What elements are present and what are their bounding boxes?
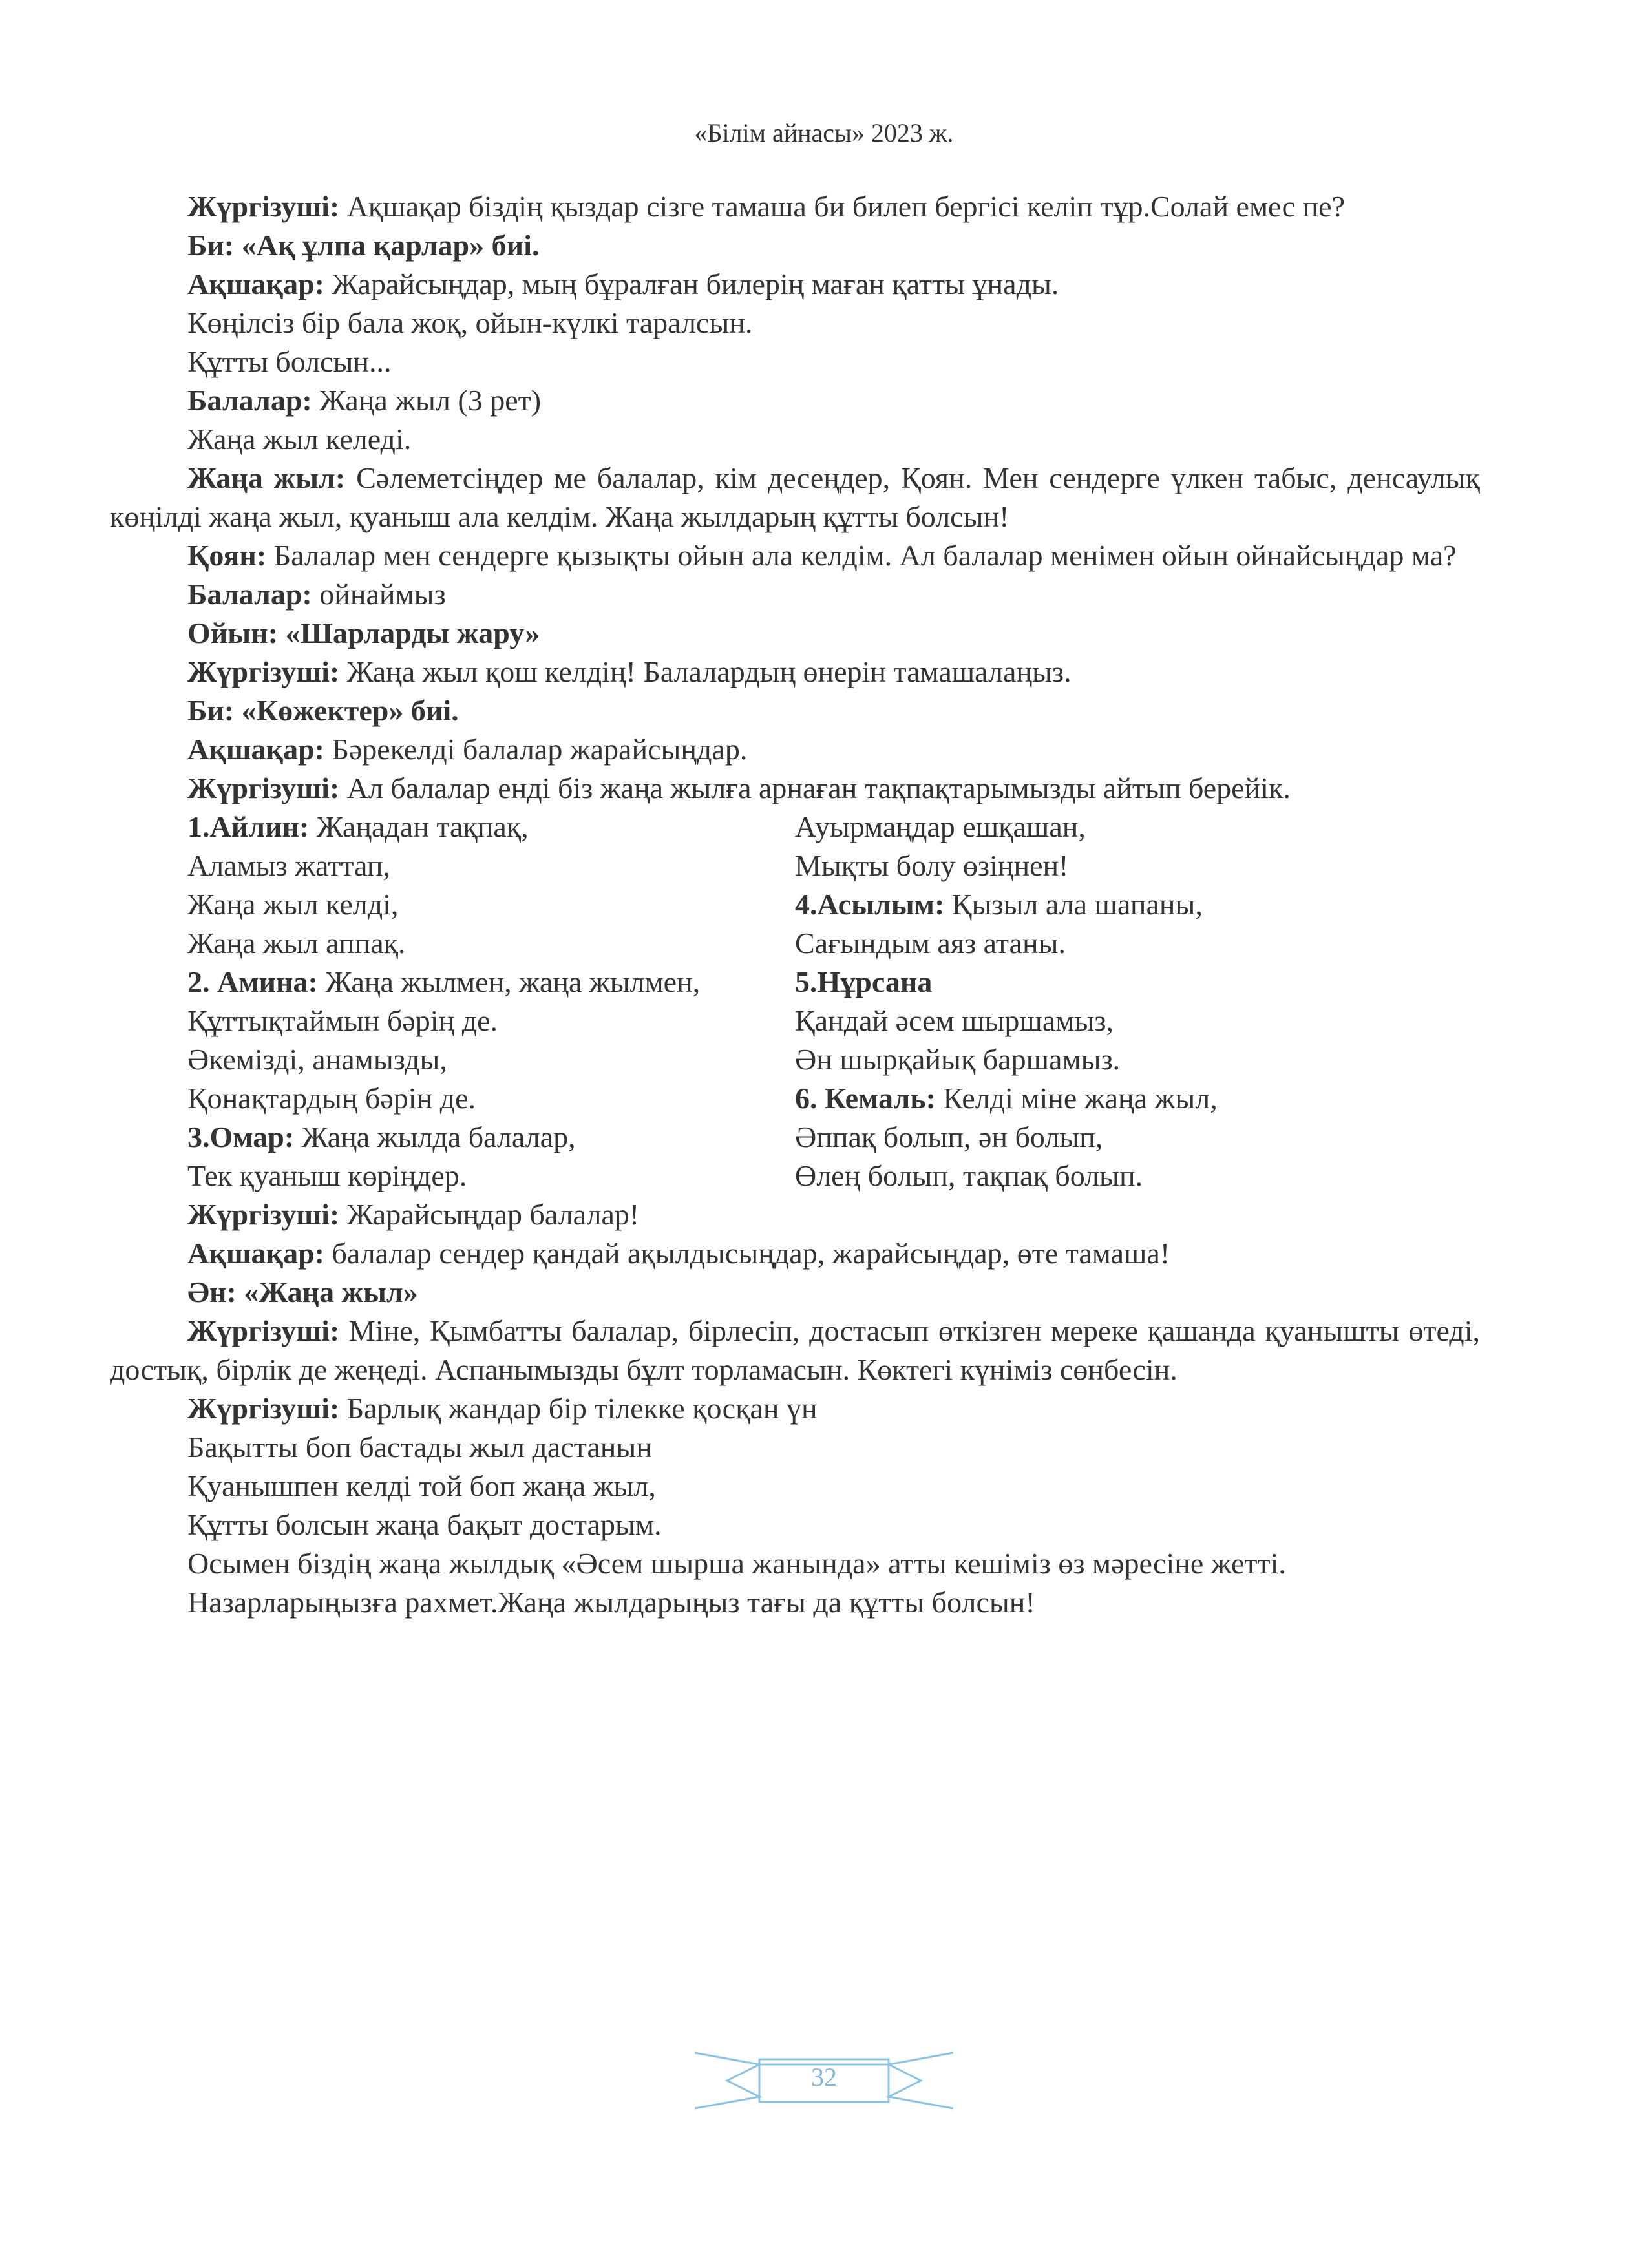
poem-text: Сағындым аяз атаны. bbox=[795, 927, 1066, 960]
script-line bbox=[110, 342, 1480, 381]
script-line bbox=[110, 381, 1480, 420]
poem-text: Қызыл ала шапаны, bbox=[944, 888, 1203, 921]
speaker-label: Жүргізуші: bbox=[187, 1314, 340, 1347]
script-line bbox=[110, 265, 1480, 304]
line-text: Бәрекелді балалар жарайсыңдар. bbox=[324, 733, 748, 766]
poem-text: Ән шырқайық баршамыз. bbox=[795, 1043, 1121, 1076]
line-text: Қуанышпен келді той боп жаңа жыл, bbox=[187, 1469, 656, 1502]
script-section-intro bbox=[110, 187, 1480, 808]
script-line bbox=[110, 1506, 1480, 1544]
reciter-label: 3.Омар: bbox=[187, 1120, 295, 1153]
script-line bbox=[110, 769, 1480, 808]
speaker-label: Ойын: «Шарларды жару» bbox=[187, 616, 540, 649]
page-footer bbox=[688, 2045, 960, 2116]
line-text: Көңілсіз бір бала жоқ, ойын-күлкі таралсын. bbox=[187, 306, 753, 339]
script-line bbox=[110, 691, 1480, 730]
reciter-label: 4.Асылым: bbox=[795, 888, 945, 921]
reciter-label: 6. Кемаль: bbox=[795, 1082, 936, 1115]
poem-line bbox=[795, 885, 1480, 924]
line-text: Ал балалар енді біз жаңа жылға арнаған тақпақтарымызды айтып берейік. bbox=[339, 772, 1291, 804]
poem-line bbox=[187, 885, 795, 924]
poem-line bbox=[795, 846, 1480, 885]
speaker-label: Қоян: bbox=[187, 539, 267, 572]
line-text: Барлық жандар бір тілекке қосқан үн bbox=[339, 1392, 818, 1425]
poem-line bbox=[795, 924, 1480, 963]
script-line bbox=[110, 1428, 1480, 1467]
line-text: ойнаймыз bbox=[312, 578, 446, 611]
script-line bbox=[110, 459, 1480, 536]
reciter-label: 5.Нұрсана bbox=[795, 965, 933, 998]
poem-line bbox=[795, 1002, 1480, 1040]
poem-text: Жаңа жыл аппақ. bbox=[187, 927, 406, 960]
script-line bbox=[110, 1583, 1480, 1622]
line-text: Жарайсыңдар балалар! bbox=[339, 1198, 640, 1231]
document-body bbox=[110, 187, 1480, 1622]
poem-line bbox=[187, 1002, 795, 1040]
page-number: 32 bbox=[811, 2063, 837, 2092]
poem-line bbox=[187, 1079, 795, 1118]
poem-line bbox=[795, 808, 1480, 846]
poem-line bbox=[187, 924, 795, 963]
poem-line bbox=[187, 846, 795, 885]
script-line bbox=[110, 1312, 1480, 1389]
script-line bbox=[110, 1195, 1480, 1234]
poem-text: Әппақ болып, ән болып, bbox=[795, 1120, 1103, 1153]
poem-text: Мықты болу өзіңнен! bbox=[795, 849, 1069, 882]
line-text: Міне, Қымбатты балалар, бірлесіп, достасып өткізген мереке қашанда қуанышты өтеді, достық, бірлік де жеңеді. Аспанымызды бұлт торламасын. Көктегі күніміз сөнбесін. bbox=[110, 1314, 1480, 1386]
poem-text: Әкемізді, анамызды, bbox=[187, 1043, 447, 1076]
script-line bbox=[110, 1544, 1480, 1583]
line-text: Сәлеметсіңдер ме балалар, кім десеңдер, Қоян. Мен сендерге үлкен табыс, денсаулық көңілді жаңа жыл, қуаныш ала келдім. Жаңа жылдарың құтты болсын! bbox=[110, 461, 1480, 533]
poem-line bbox=[795, 963, 1480, 1002]
reciter-label: 1.Айлин: bbox=[187, 810, 310, 843]
line-text: Балалар мен сендерге қызықты ойын ала келдім. Ал балалар менімен ойын ойнайсыңдар ма? bbox=[266, 539, 1457, 572]
script-line bbox=[110, 1389, 1480, 1428]
poem-text: Жаңа жыл келді, bbox=[187, 888, 399, 921]
poem-text: Қандай әсем шыршамыз, bbox=[795, 1004, 1114, 1037]
poem-line bbox=[187, 1118, 795, 1157]
script-line bbox=[110, 187, 1480, 226]
line-text: Жаңа жыл келеді. bbox=[187, 423, 412, 456]
poem-text: Келді міне жаңа жыл, bbox=[935, 1082, 1218, 1115]
poem-right-column bbox=[795, 808, 1480, 1195]
line-text: Ақшақар біздің қыздар сізге тамаша би билеп бергісі келіп тұр.Солай емес пе? bbox=[339, 190, 1345, 223]
line-text: Бақытты боп бастады жыл дастанын bbox=[187, 1431, 652, 1464]
poem-text: Қонақтардың бәрін де. bbox=[187, 1082, 476, 1115]
speaker-label: Балалар: bbox=[187, 578, 312, 611]
script-line bbox=[110, 614, 1480, 653]
script-line bbox=[110, 653, 1480, 691]
line-text: Құтты болсын жаңа бақыт достарым. bbox=[187, 1508, 662, 1541]
poem-line bbox=[187, 963, 795, 1002]
poem-text: Құттықтаймын бәрің де. bbox=[187, 1004, 498, 1037]
script-line bbox=[110, 1234, 1480, 1273]
poem-line bbox=[795, 1118, 1480, 1157]
speaker-label: Би: «Ақ ұлпа қарлар» биі. bbox=[187, 229, 540, 262]
line-text: Құтты болсын... bbox=[187, 345, 392, 378]
line-text: Жаңа жыл қош келдің! Балалардың өнерін тамашалаңыз. bbox=[339, 655, 1072, 688]
speaker-label: Жаңа жыл: bbox=[187, 461, 346, 494]
poem-line bbox=[795, 1040, 1480, 1079]
speaker-label: Балалар: bbox=[187, 384, 312, 417]
poem-text: Өлең болып, тақпақ болып. bbox=[795, 1159, 1143, 1192]
script-line bbox=[110, 304, 1480, 342]
poem-line bbox=[187, 808, 795, 846]
speaker-label: Жүргізуші: bbox=[187, 1392, 340, 1425]
speaker-label: Би: «Көжектер» биі. bbox=[187, 694, 459, 727]
speaker-label: Ақшақар: bbox=[187, 268, 324, 300]
line-text: Жарайсыңдар, мың бұралған билерің маған қатты ұнады. bbox=[324, 268, 1059, 300]
reciter-label: 2. Амина: bbox=[187, 965, 318, 998]
line-text: Жаңа жыл (3 рет) bbox=[312, 384, 542, 417]
speaker-label: Жүргізуші: bbox=[187, 772, 340, 804]
script-line bbox=[110, 1467, 1480, 1506]
poem-text: Жаңадан тақпақ, bbox=[309, 810, 529, 843]
speaker-label: Ақшақар: bbox=[187, 1237, 324, 1270]
poem-line bbox=[187, 1040, 795, 1079]
speaker-label: Жүргізуші: bbox=[187, 190, 340, 223]
script-section-closing bbox=[110, 1195, 1480, 1622]
poem-text: Жаңа жылда балалар, bbox=[294, 1120, 576, 1153]
line-text: Назарларыңызға рахмет.Жаңа жылдарыңыз тағы да құтты болсын! bbox=[187, 1586, 1035, 1619]
speaker-label: Жүргізуші: bbox=[187, 1198, 340, 1231]
script-line bbox=[110, 575, 1480, 614]
poem-text: Ауырмаңдар ешқашан, bbox=[795, 810, 1086, 843]
script-line bbox=[110, 420, 1480, 459]
speaker-label: Жүргізуші: bbox=[187, 655, 340, 688]
poem-text: Тек қуаныш көріңдер. bbox=[187, 1159, 467, 1192]
line-text: Осымен біздің жаңа жылдық «Әсем шырша жанында» атты кешіміз өз мәресіне жетті. bbox=[187, 1547, 1286, 1580]
poem-line bbox=[795, 1157, 1480, 1195]
poem-line bbox=[795, 1079, 1480, 1118]
poem-text: Аламыз жаттап, bbox=[187, 849, 390, 882]
line-text: балалар сендер қандай ақылдысыңдар, жарайсыңдар, өте тамаша! bbox=[324, 1237, 1170, 1270]
speaker-label: Ән: «Жаңа жыл» bbox=[187, 1276, 418, 1308]
poem-left-column bbox=[110, 808, 795, 1195]
script-line bbox=[110, 226, 1480, 265]
script-line bbox=[110, 730, 1480, 769]
journal-header: «Білім айнасы» 2023 ж. bbox=[694, 118, 954, 147]
speaker-label: Ақшақар: bbox=[187, 733, 324, 766]
poem-line bbox=[187, 1157, 795, 1195]
script-line bbox=[110, 1273, 1480, 1312]
poem-columns bbox=[110, 808, 1480, 1195]
poem-text: Жаңа жылмен, жаңа жылмен, bbox=[317, 965, 701, 998]
script-line bbox=[110, 536, 1480, 575]
